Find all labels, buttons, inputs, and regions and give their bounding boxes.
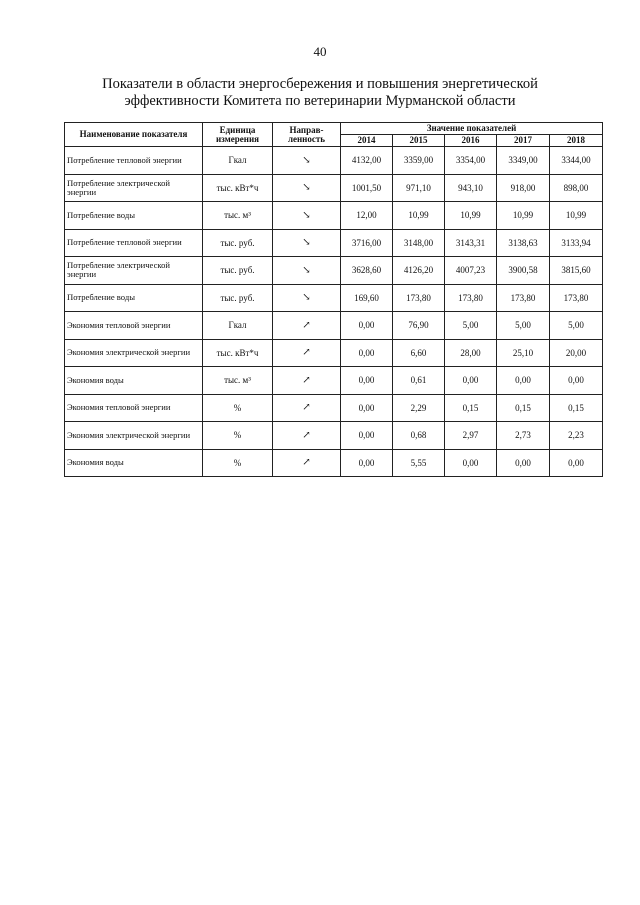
indicator-name: Экономия тепловой энергии (65, 394, 203, 422)
value-cell: 25,10 (497, 339, 550, 367)
value-cell: 3133,94 (550, 229, 603, 257)
direction-icon: ↘ (273, 257, 341, 285)
table-row (65, 422, 603, 450)
value-cell: 12,00 (341, 202, 393, 230)
unit-cell: тыс. кВт*ч (203, 339, 273, 367)
value-cell: 971,10 (393, 174, 445, 202)
value-cell: 173,80 (550, 284, 603, 312)
table-row (65, 312, 603, 340)
header-year: 2015 (393, 135, 445, 147)
value-cell: 0,00 (550, 449, 603, 477)
value-cell: 173,80 (497, 284, 550, 312)
table-row (65, 394, 603, 422)
direction-icon: ↗ (273, 449, 341, 477)
value-cell: 0,00 (445, 449, 497, 477)
indicator-name: Экономия воды (65, 449, 203, 477)
unit-cell: тыс. кВт*ч (203, 174, 273, 202)
value-cell: 918,00 (497, 174, 550, 202)
indicator-name: Потребление электрической энергии (65, 174, 203, 202)
value-cell: 4132,00 (341, 147, 393, 175)
value-cell: 0,61 (393, 367, 445, 395)
value-cell: 3815,60 (550, 257, 603, 285)
header-values: Значение показателей (341, 123, 603, 135)
unit-cell: тыс. м³ (203, 367, 273, 395)
unit-cell: Гкал (203, 312, 273, 340)
value-cell: 10,99 (497, 202, 550, 230)
indicator-name: Экономия электрической энергии (65, 422, 203, 450)
indicator-name: Потребление тепловой энергии (65, 147, 203, 175)
value-cell: 169,60 (341, 284, 393, 312)
title-line-1: Показатели в области энергосбережения и повышения энергетической (102, 76, 538, 92)
value-cell: 10,99 (445, 202, 497, 230)
table-row (65, 284, 603, 312)
value-cell: 0,15 (550, 394, 603, 422)
value-cell: 173,80 (393, 284, 445, 312)
value-cell: 20,00 (550, 339, 603, 367)
value-cell: 3716,00 (341, 229, 393, 257)
direction-icon: ↘ (273, 147, 341, 175)
table-row (65, 339, 603, 367)
table-row (65, 449, 603, 477)
value-cell: 3359,00 (393, 147, 445, 175)
value-cell: 0,00 (341, 312, 393, 340)
indicator-name: Экономия воды (65, 367, 203, 395)
value-cell: 0,00 (341, 367, 393, 395)
value-cell: 5,55 (393, 449, 445, 477)
unit-cell: Гкал (203, 147, 273, 175)
header-name: Наименование показателя (65, 123, 203, 147)
table-row (65, 202, 603, 230)
value-cell: 2,97 (445, 422, 497, 450)
indicator-name: Экономия электрической энергии (65, 339, 203, 367)
table-row (65, 174, 603, 202)
value-cell: 0,15 (497, 394, 550, 422)
value-cell: 6,60 (393, 339, 445, 367)
value-cell: 3344,00 (550, 147, 603, 175)
value-cell: 2,73 (497, 422, 550, 450)
document-title (60, 76, 580, 110)
value-cell: 3143,31 (445, 229, 497, 257)
direction-icon: ↗ (273, 312, 341, 340)
indicator-name: Экономия тепловой энергии (65, 312, 203, 340)
value-cell: 0,00 (445, 367, 497, 395)
header-year: 2018 (550, 135, 603, 147)
table-row (65, 367, 603, 395)
direction-icon: ↗ (273, 339, 341, 367)
value-cell: 0,15 (445, 394, 497, 422)
header-year: 2017 (497, 135, 550, 147)
header-year: 2014 (341, 135, 393, 147)
value-cell: 2,29 (393, 394, 445, 422)
table-row (65, 147, 603, 175)
value-cell: 4007,23 (445, 257, 497, 285)
value-cell: 2,23 (550, 422, 603, 450)
value-cell: 0,00 (341, 422, 393, 450)
value-cell: 0,00 (341, 339, 393, 367)
indicators-table (64, 122, 603, 477)
value-cell: 173,80 (445, 284, 497, 312)
direction-icon: ↗ (273, 394, 341, 422)
value-cell: 3349,00 (497, 147, 550, 175)
value-cell: 5,00 (497, 312, 550, 340)
unit-cell: тыс. руб. (203, 257, 273, 285)
value-cell: 3138,63 (497, 229, 550, 257)
unit-cell: тыс. руб. (203, 284, 273, 312)
direction-icon: ↘ (273, 284, 341, 312)
direction-icon: ↗ (273, 422, 341, 450)
direction-icon: ↗ (273, 367, 341, 395)
value-cell: 10,99 (393, 202, 445, 230)
unit-cell: тыс. м³ (203, 202, 273, 230)
value-cell: 10,99 (550, 202, 603, 230)
header-year: 2016 (445, 135, 497, 147)
title-line-2: эффективности Комитета по ветеринарии Мурманской области (124, 93, 516, 109)
direction-icon: ↘ (273, 202, 341, 230)
value-cell: 3628,60 (341, 257, 393, 285)
indicator-name: Потребление воды (65, 284, 203, 312)
value-cell: 0,00 (550, 367, 603, 395)
value-cell: 943,10 (445, 174, 497, 202)
value-cell: 4126,20 (393, 257, 445, 285)
value-cell: 5,00 (550, 312, 603, 340)
direction-icon: ↘ (273, 174, 341, 202)
value-cell: 28,00 (445, 339, 497, 367)
direction-icon: ↘ (273, 229, 341, 257)
value-cell: 0,00 (497, 367, 550, 395)
value-cell: 1001,50 (341, 174, 393, 202)
header-direction: Направ-ленность (273, 123, 341, 147)
value-cell: 76,90 (393, 312, 445, 340)
value-cell: 898,00 (550, 174, 603, 202)
value-cell: 0,00 (341, 394, 393, 422)
table-row (65, 229, 603, 257)
value-cell: 3148,00 (393, 229, 445, 257)
unit-cell: тыс. руб. (203, 229, 273, 257)
unit-cell: % (203, 422, 273, 450)
value-cell: 0,68 (393, 422, 445, 450)
value-cell: 3900,58 (497, 257, 550, 285)
value-cell: 0,00 (341, 449, 393, 477)
indicator-name: Потребление тепловой энергии (65, 229, 203, 257)
table-row (65, 257, 603, 285)
unit-cell: % (203, 449, 273, 477)
header-unit: Единица измерения (203, 123, 273, 147)
unit-cell: % (203, 394, 273, 422)
indicator-name: Потребление воды (65, 202, 203, 230)
value-cell: 5,00 (445, 312, 497, 340)
table-body (65, 147, 603, 477)
value-cell: 0,00 (497, 449, 550, 477)
page-number: 40 (313, 44, 327, 59)
value-cell: 3354,00 (445, 147, 497, 175)
indicator-name: Потребление электрической энергии (65, 257, 203, 285)
